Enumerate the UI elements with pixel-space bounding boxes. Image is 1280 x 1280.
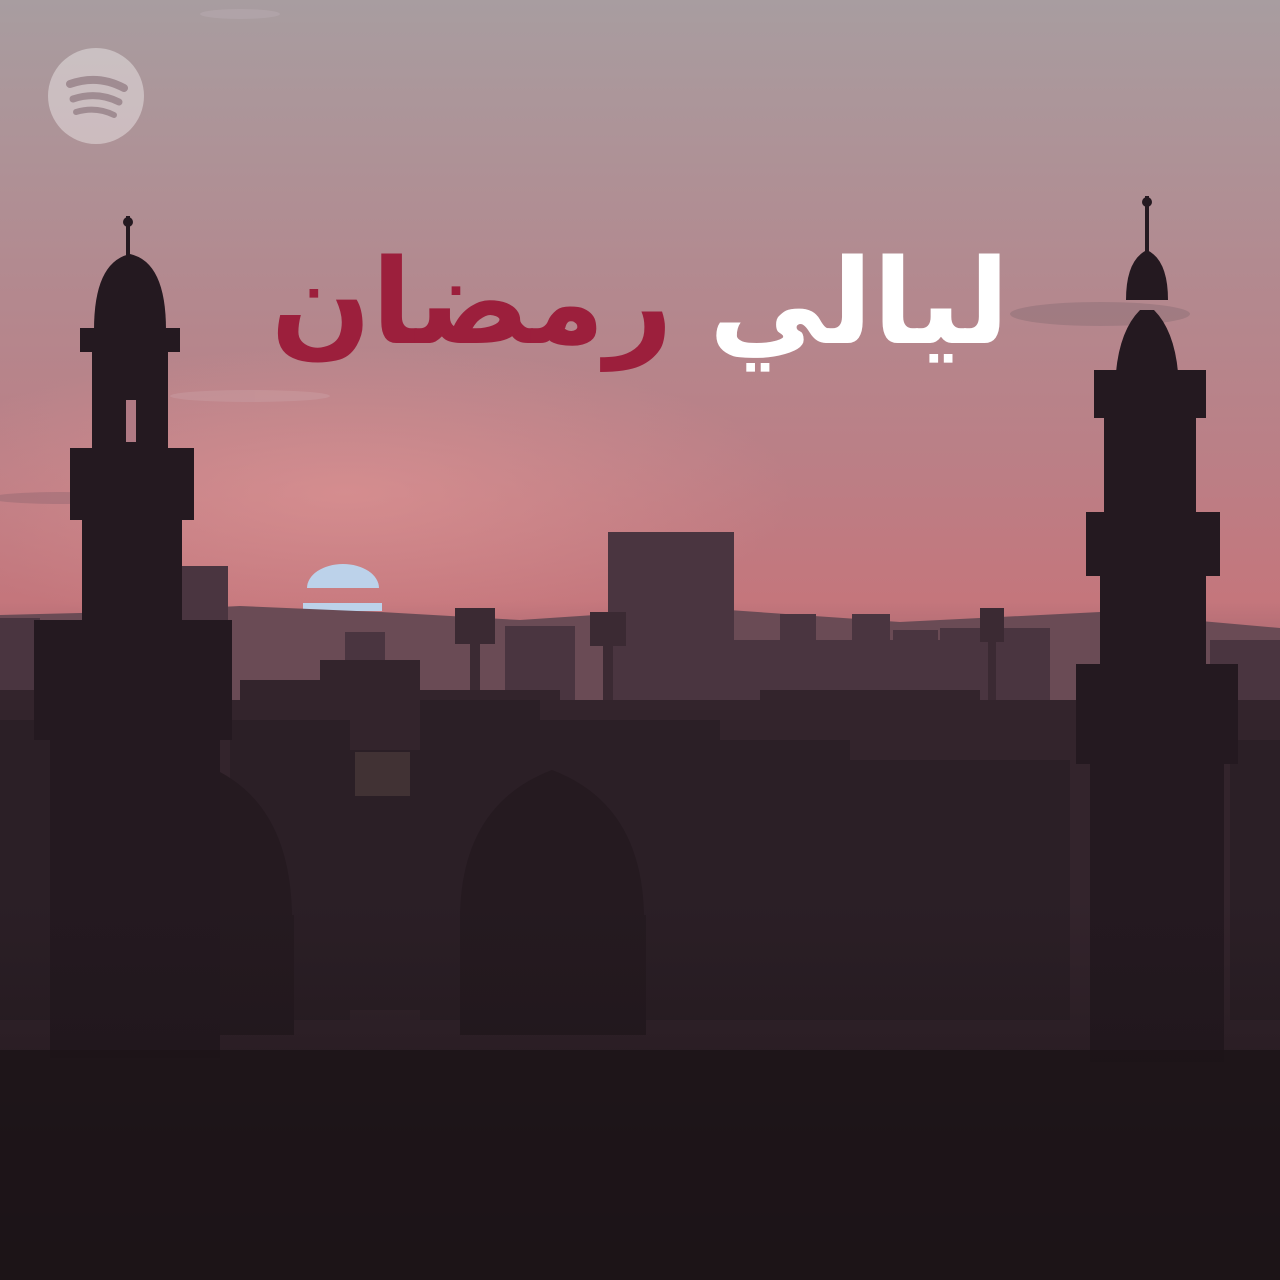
playlist-title	[0, 232, 1280, 374]
title-word-ramadan: رمضان	[270, 233, 673, 371]
title-word-nights: ليالي	[708, 233, 1010, 371]
spotify-logo-icon	[48, 48, 144, 144]
